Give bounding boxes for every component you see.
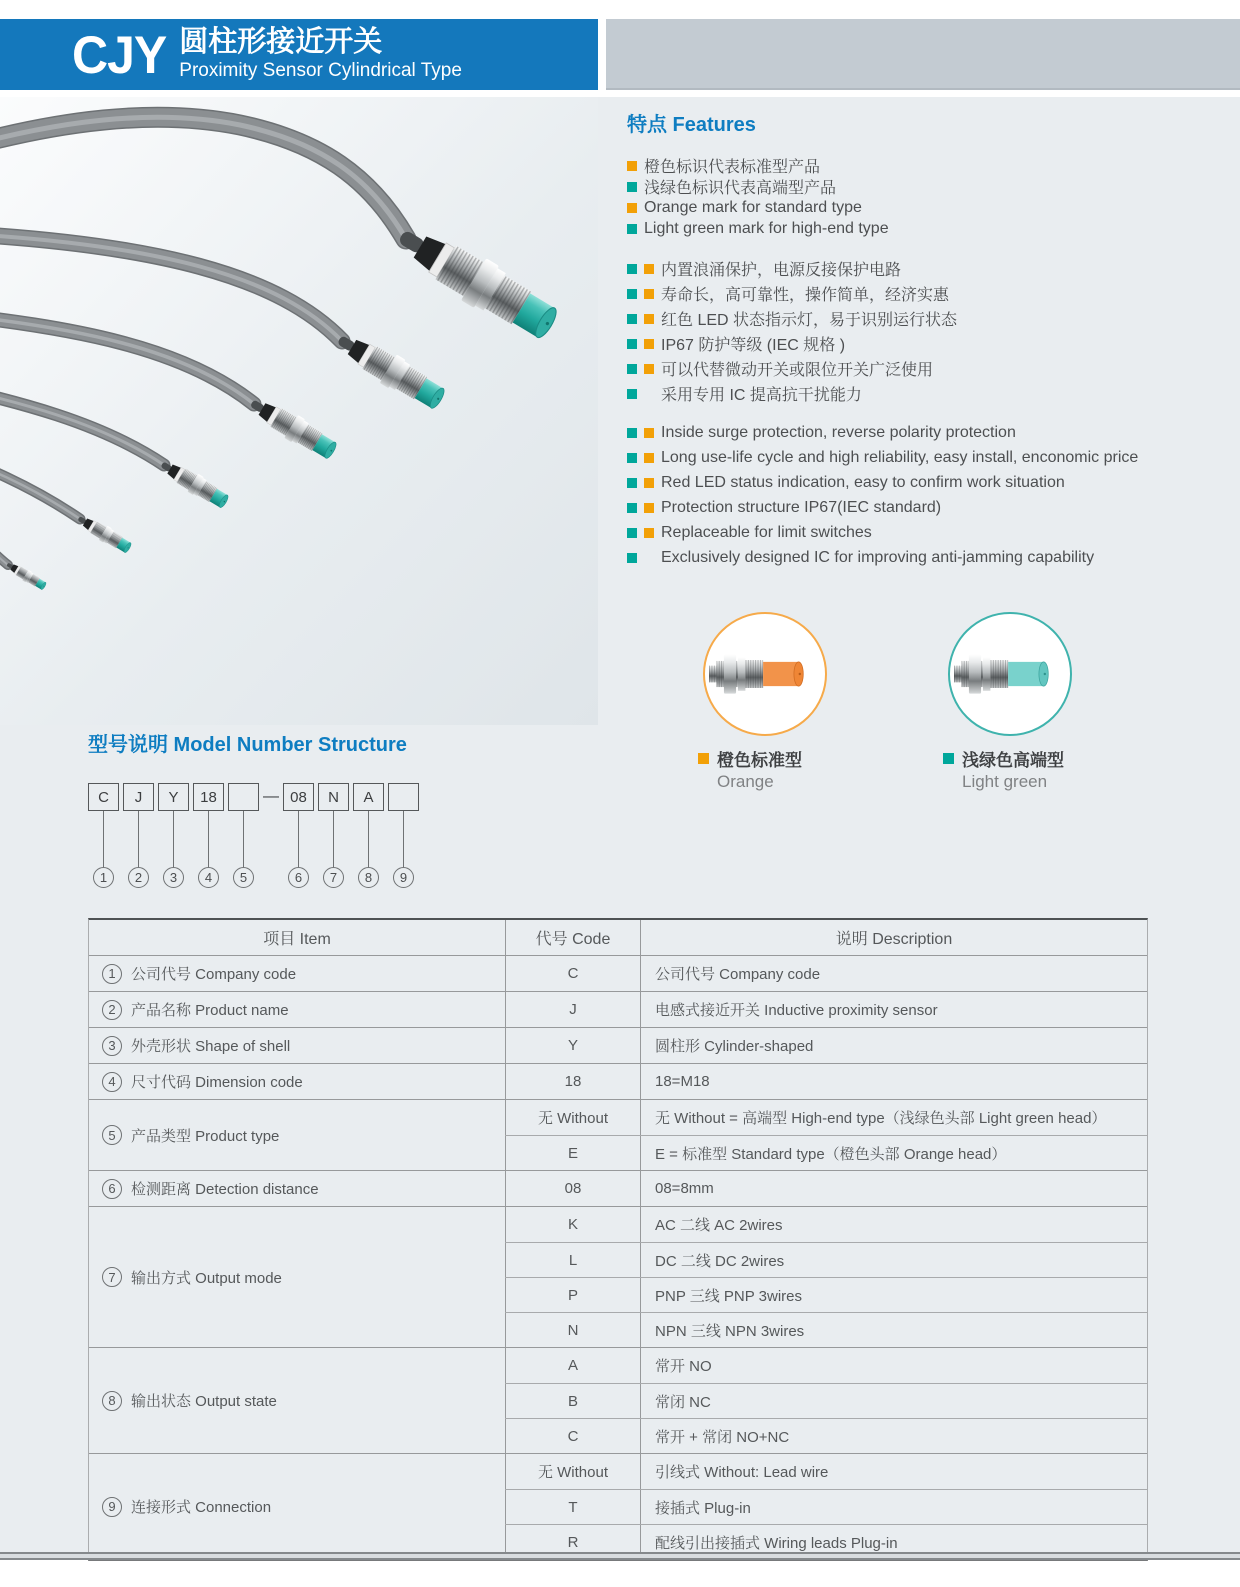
description-cell: 圆柱形 Cylinder-shaped [640, 1028, 1147, 1063]
model-segment [158, 783, 189, 888]
table-row-group [89, 1347, 1147, 1453]
item-number-circle: 6 [102, 1179, 122, 1199]
connector-line [298, 811, 299, 867]
segment-number-circle: 7 [323, 867, 344, 888]
col-header-code: 代号 Code [505, 920, 640, 955]
features-list-en [627, 420, 1142, 570]
mini-sensor-illustration [709, 639, 821, 709]
connector-line [103, 811, 104, 867]
item-cell [89, 1171, 505, 1206]
item-number-circle: 9 [102, 1497, 122, 1517]
model-code-box: Y [158, 783, 189, 811]
legend-text: Orange mark for standard type [644, 198, 862, 216]
code-cell: J [505, 992, 640, 1027]
item-cell [89, 1028, 505, 1063]
model-segment [318, 783, 349, 888]
product-code: CJY [72, 25, 167, 84]
page-title-en: Proximity Sensor Cylindrical Type [179, 60, 462, 82]
description-cell: PNP 三线 PNP 3wires [640, 1278, 1147, 1312]
teal-bullet-square [627, 428, 637, 438]
teal-bullet-square [627, 453, 637, 463]
orange-bullet-square [644, 264, 654, 274]
orange-bullet-square [644, 528, 654, 538]
variant-label-en: Orange [717, 772, 774, 791]
item-label: 检测距离 Detection distance [131, 1181, 319, 1198]
table-row [505, 956, 1147, 991]
code-cell: K [505, 1207, 640, 1242]
variant-label-en: Light green [962, 772, 1048, 791]
description-cell: DC 二线 DC 2wires [640, 1243, 1147, 1277]
code-cell: P [505, 1278, 640, 1312]
item-label: 尺寸代码 Dimension code [131, 1074, 303, 1091]
code-cell: C [505, 956, 640, 991]
orange-bullet-square [644, 339, 654, 349]
variant-photo-circle [703, 612, 827, 736]
feature-item [627, 470, 1142, 495]
model-segment [353, 783, 384, 888]
connector-line [368, 811, 369, 867]
code-desc-rows [505, 1348, 1147, 1453]
legend-item [627, 197, 1142, 218]
color-mark-square [627, 224, 637, 234]
table-row-group [89, 991, 1147, 1027]
legend-text: Light green mark for high-end type [644, 219, 889, 237]
table-row [505, 1383, 1147, 1418]
table-row [505, 1207, 1147, 1242]
item-number-circle: 7 [102, 1267, 122, 1287]
legend-text: 浅绿色标识代表高端型产品 [644, 180, 837, 197]
code-cell: N [505, 1313, 640, 1347]
model-segment [123, 783, 154, 888]
model-code-box [388, 783, 419, 811]
item-cell [89, 992, 505, 1027]
feature-item [627, 281, 1142, 306]
orange-bullet-square [644, 314, 654, 324]
legend-text: 橙色标识代表标准型产品 [644, 159, 821, 176]
variant-color-square [698, 753, 709, 764]
table-row [505, 1171, 1147, 1206]
code-cell: Y [505, 1028, 640, 1063]
description-cell: 接插式 Plug-in [640, 1490, 1147, 1524]
code-cell: 08 [505, 1171, 640, 1206]
code-cell: C [505, 1419, 640, 1453]
item-number-circle: 3 [102, 1036, 122, 1056]
code-desc-rows [505, 1064, 1147, 1099]
code-cell: E [505, 1136, 640, 1170]
model-segment [193, 783, 224, 888]
feature-item [627, 545, 1142, 570]
feature-text: 采用专用 IC 提高抗干扰能力 [661, 387, 862, 404]
mini-sensor-illustration [954, 639, 1066, 709]
footer-divider [0, 1552, 1240, 1560]
item-label: 产品名称 Product name [131, 1002, 289, 1019]
model-segment [88, 783, 119, 888]
model-segment [283, 783, 314, 888]
page-title-zh: 圆柱形接近开关 [179, 25, 383, 58]
code-cell: 18 [505, 1064, 640, 1099]
segment-number-circle: 1 [93, 867, 114, 888]
variant-figure [655, 612, 875, 792]
description-cell: 引线式 Without: Lead wire [640, 1454, 1147, 1489]
description-cell: 常闭 NC [640, 1384, 1147, 1418]
variant-label [655, 746, 875, 771]
teal-bullet-square [627, 553, 637, 563]
feature-text: 红色 LED 状态指示灯，易于识别运行状态 [661, 312, 958, 329]
feature-item [627, 256, 1142, 281]
feature-text: 可以代替微动开关或限位开关广泛使用 [661, 362, 934, 379]
description-cell: AC 二线 AC 2wires [640, 1207, 1147, 1242]
model-code-box: N [318, 783, 349, 811]
item-cell [89, 1207, 505, 1347]
description-cell: 08=8mm [640, 1171, 1147, 1206]
sensor-family-illustration [0, 97, 598, 725]
table-row [505, 1028, 1147, 1063]
model-number-section [88, 728, 608, 888]
header-titles [179, 27, 462, 83]
legend-item [627, 176, 1142, 197]
table-row-group [89, 956, 1147, 991]
code-cell: R [505, 1525, 640, 1559]
code-desc-rows [505, 1028, 1147, 1063]
table-row [505, 1064, 1147, 1099]
color-mark-square [627, 161, 637, 171]
variant-label-zh: 浅绿色高端型 [962, 751, 1064, 770]
orange-bullet-square [644, 364, 654, 374]
table-body [89, 956, 1147, 1559]
teal-bullet-square [627, 364, 637, 374]
model-dash: — [263, 788, 279, 805]
model-heading: 型号说明 Model Number Structure [88, 734, 407, 756]
code-desc-rows [505, 956, 1147, 991]
description-cell: 配线引出接插式 Wiring leads Plug-in [640, 1525, 1147, 1559]
code-desc-rows [505, 992, 1147, 1027]
feature-item [627, 306, 1142, 331]
item-label: 产品类型 Product type [131, 1127, 280, 1145]
description-cell: NPN 三线 NPN 3wires [640, 1313, 1147, 1347]
model-code-box [228, 783, 259, 811]
code-desc-rows [505, 1100, 1147, 1170]
segment-number-circle: 4 [198, 867, 219, 888]
feature-item [627, 331, 1142, 356]
table-header-row [89, 920, 1147, 956]
feature-item [627, 356, 1142, 381]
code-cell: 无 Without [505, 1100, 640, 1135]
segment-number-circle: 3 [163, 867, 184, 888]
segment-number-circle: 2 [128, 867, 149, 888]
description-cell: 常开 NO [640, 1348, 1147, 1383]
feature-text: 内置浪涌保护，电源反接保护电路 [661, 262, 902, 279]
model-code-box: J [123, 783, 154, 811]
item-number-circle: 1 [102, 964, 122, 984]
feature-item [627, 520, 1142, 545]
table-row [505, 1242, 1147, 1277]
item-cell [89, 1064, 505, 1099]
product-photo [0, 97, 598, 725]
table-row [505, 1135, 1147, 1170]
item-label: 连接形式 Connection [131, 1499, 272, 1516]
features-list-zh [627, 256, 1142, 406]
header-accent-bar [606, 19, 1240, 90]
item-cell [89, 1348, 505, 1453]
feature-text: IP67 防护等级 (IEC 规格 ) [661, 337, 846, 354]
header-band [0, 19, 598, 90]
model-code-box: A [353, 783, 384, 811]
model-code-diagram [88, 783, 608, 888]
feature-text: 寿命长，高可靠性，操作简单，经济实惠 [661, 287, 950, 304]
table-row-group [89, 1063, 1147, 1099]
feature-item [627, 381, 1142, 406]
color-mark-square [627, 182, 637, 192]
orange-bullet-square [644, 503, 654, 513]
item-cell [89, 1100, 505, 1170]
code-cell: A [505, 1348, 640, 1383]
table-row-group [89, 1206, 1147, 1347]
table-row [505, 992, 1147, 1027]
connector-line [243, 811, 244, 867]
code-desc-rows [505, 1454, 1147, 1559]
segment-number-circle: 5 [233, 867, 254, 888]
description-cell: 18=M18 [640, 1064, 1147, 1099]
variant-photo-circle [948, 612, 1072, 736]
item-cell [89, 1454, 505, 1559]
orange-bullet-square [644, 453, 654, 463]
code-cell: B [505, 1384, 640, 1418]
feature-text: Protection structure IP67(IEC standard) [661, 498, 942, 516]
description-cell: 公司代号 Company code [640, 956, 1147, 991]
connector-line [138, 811, 139, 867]
connector-line [173, 811, 174, 867]
code-cell: L [505, 1243, 640, 1277]
feature-item [627, 445, 1142, 470]
teal-bullet-square [627, 503, 637, 513]
table-row-group [89, 1099, 1147, 1170]
teal-bullet-square [627, 314, 637, 324]
orange-bullet-square [644, 478, 654, 488]
segment-number-circle: 6 [288, 867, 309, 888]
teal-bullet-square [627, 389, 637, 399]
item-number-circle: 8 [102, 1391, 122, 1411]
color-mark-square [627, 203, 637, 213]
connector-line [208, 811, 209, 867]
item-label: 公司代号 Company code [131, 966, 297, 983]
code-cell: T [505, 1490, 640, 1524]
variant-figures [655, 612, 1120, 792]
table-row-group [89, 1027, 1147, 1063]
legend-item [627, 218, 1142, 239]
feature-text: Red LED status indication, easy to confirm work situation [661, 473, 1065, 491]
item-label: 输出状态 Output state [131, 1393, 277, 1410]
item-label: 外壳形状 Shape of shell [131, 1038, 291, 1055]
item-label: 输出方式 Output mode [131, 1269, 282, 1287]
model-code-table [88, 918, 1148, 1561]
teal-bullet-square [627, 478, 637, 488]
model-code-box: 08 [283, 783, 314, 811]
teal-bullet-square [627, 289, 637, 299]
description-cell: 常开 + 常闭 NO+NC [640, 1419, 1147, 1453]
item-cell [89, 956, 505, 991]
teal-bullet-square [627, 339, 637, 349]
model-code-box: 18 [193, 783, 224, 811]
segment-number-circle: 8 [358, 867, 379, 888]
description-cell: 无 Without = 高端型 High-end type（浅绿色头部 Light green head） [640, 1100, 1147, 1135]
table-row [505, 1277, 1147, 1312]
variant-label-zh: 橙色标准型 [717, 751, 802, 770]
connector-line [403, 811, 404, 867]
feature-text: Replaceable for limit switches [661, 523, 872, 541]
connector-line [333, 811, 334, 867]
code-desc-rows [505, 1207, 1147, 1347]
table-row [505, 1348, 1147, 1383]
code-desc-rows [505, 1171, 1147, 1206]
teal-bullet-square [627, 264, 637, 274]
feature-item [627, 495, 1142, 520]
feature-item [627, 420, 1142, 445]
model-segment [228, 783, 259, 888]
legend-item [627, 155, 1142, 176]
feature-text: Inside surge protection, reverse polarity protection [661, 423, 1016, 441]
table-row-group [89, 1453, 1147, 1559]
model-code-box: C [88, 783, 119, 811]
variant-figure [900, 612, 1120, 792]
features-section [627, 108, 1142, 570]
feature-text: Long use-life cycle and high reliability, easy install, enconomic price [661, 448, 1139, 466]
feature-text: Exclusively designed IC for improving anti-jamming capability [661, 548, 1095, 566]
item-number-circle: 2 [102, 1000, 122, 1020]
teal-bullet-square [627, 528, 637, 538]
table-row [505, 1100, 1147, 1135]
features-legend [627, 155, 1142, 239]
features-heading: 特点 Features [627, 114, 756, 136]
col-header-item: 项目 Item [263, 931, 331, 948]
variant-color-square [943, 753, 954, 764]
description-cell: E = 标准型 Standard type（橙色头部 Orange head） [640, 1136, 1147, 1170]
segment-number-circle: 9 [393, 867, 414, 888]
item-number-circle: 4 [102, 1072, 122, 1092]
variant-label [900, 746, 1120, 771]
model-segment [388, 783, 419, 888]
table-row [505, 1489, 1147, 1524]
orange-bullet-square [644, 289, 654, 299]
item-number-circle: 5 [102, 1125, 122, 1145]
table-row [505, 1454, 1147, 1489]
orange-bullet-square [644, 428, 654, 438]
code-cell: 无 Without [505, 1454, 640, 1489]
table-row [505, 1312, 1147, 1347]
table-row-group [89, 1170, 1147, 1206]
table-row [505, 1418, 1147, 1453]
description-cell: 电感式接近开关 Inductive proximity sensor [640, 992, 1147, 1027]
col-header-description: 说明 Description [640, 920, 1147, 955]
